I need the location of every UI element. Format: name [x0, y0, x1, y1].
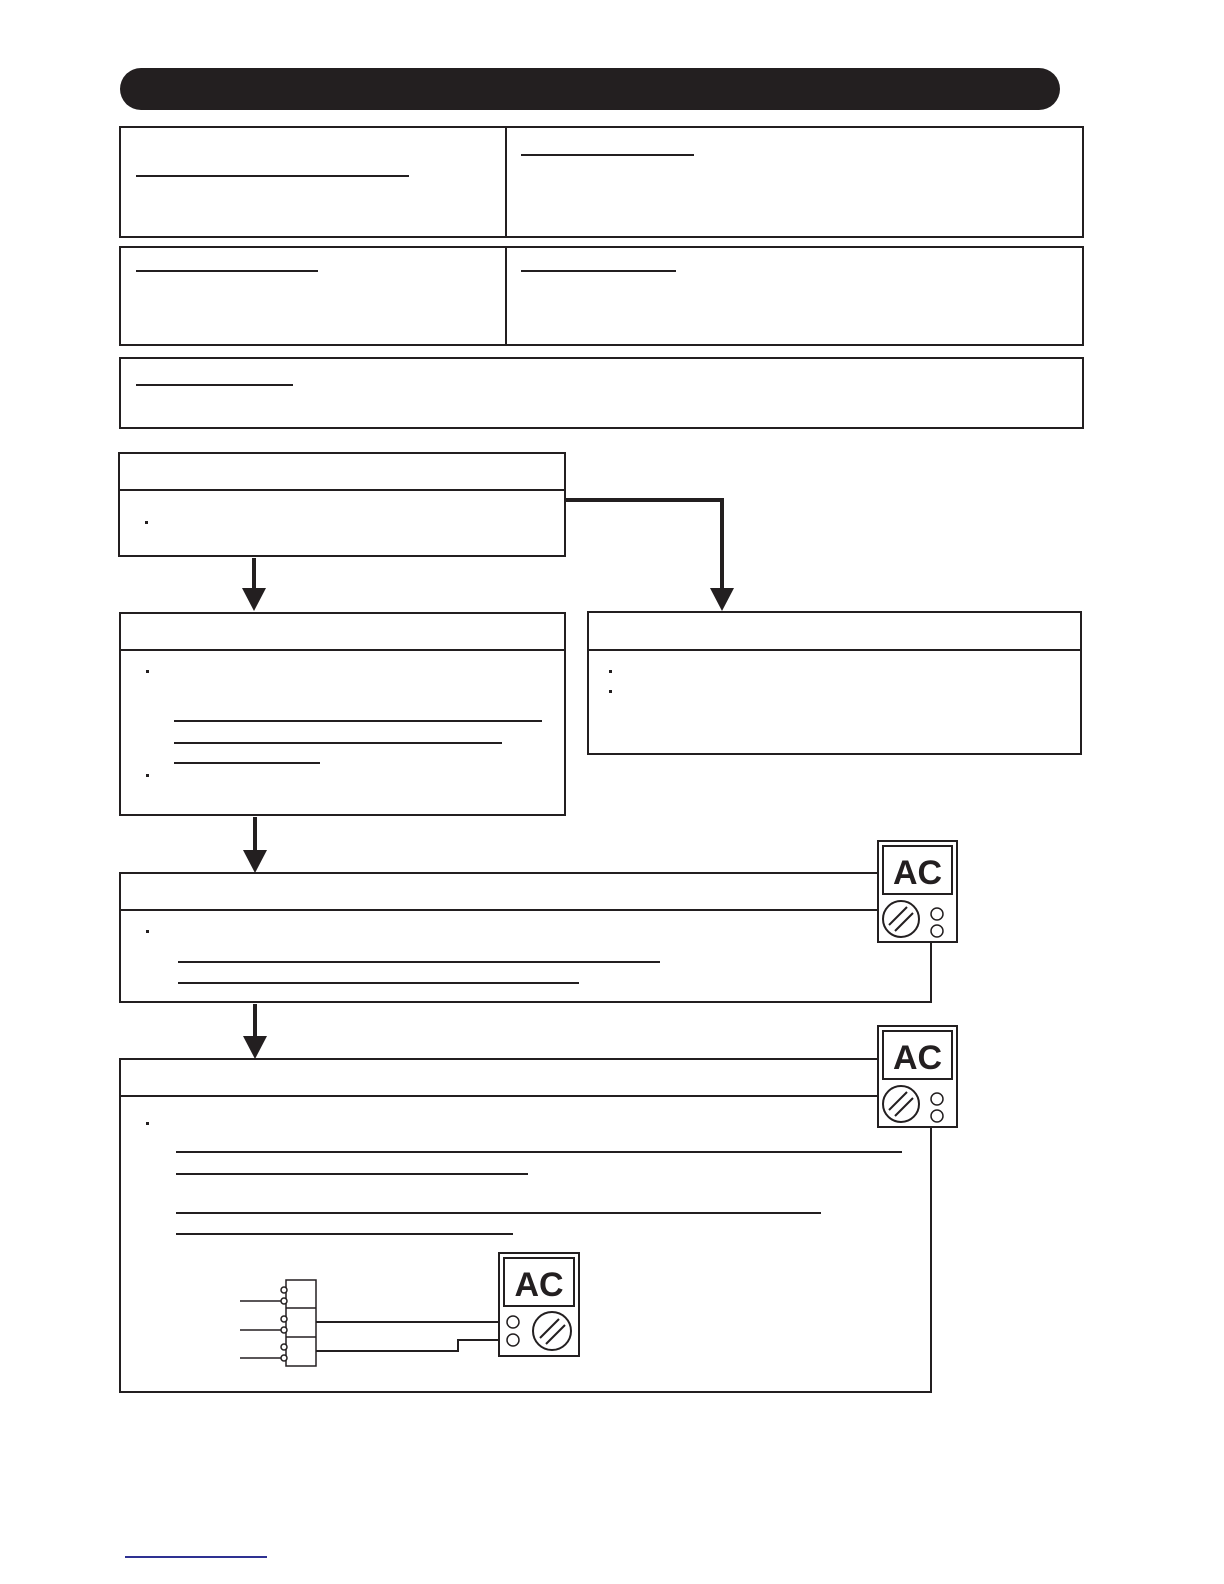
info-panel-bottom: [119, 357, 1084, 429]
flow-step-2-alt: [587, 611, 1082, 755]
flow-step-header: [121, 614, 564, 651]
step-underline: [174, 762, 320, 764]
flow-step-2: [119, 612, 566, 816]
flow-step-header: [589, 613, 1080, 651]
arrow-elbow-icon: [566, 500, 722, 590]
info-panel-divider: [505, 128, 507, 236]
info-underline: [136, 384, 293, 386]
flow-step-header: [121, 1060, 878, 1097]
info-panel-middle: [119, 246, 1084, 346]
flow-step-header: [120, 454, 564, 491]
ac-voltmeter-icon: [498, 1252, 580, 1357]
flow-step-1: [118, 452, 566, 557]
step-underline: [176, 1173, 528, 1175]
bullet: [146, 930, 149, 933]
footer-link-underline[interactable]: [125, 1556, 267, 1558]
step-underline: [174, 742, 502, 744]
bullet: [146, 1122, 149, 1125]
step-underline: [178, 961, 660, 963]
info-underline: [521, 154, 694, 156]
bullet: [146, 774, 149, 777]
step-underline: [176, 1212, 821, 1214]
ac-voltmeter-icon: [877, 840, 958, 943]
bullet: [145, 521, 148, 524]
meter-label: AC: [892, 854, 943, 892]
bullet: [146, 670, 149, 673]
arrow-head-icon: [710, 588, 734, 611]
bullet: [609, 690, 612, 693]
step-underline: [176, 1151, 902, 1153]
arrow-head-icon: [243, 850, 267, 873]
info-underline: [521, 270, 676, 272]
info-underline: [136, 270, 318, 272]
info-panel-divider: [505, 248, 507, 344]
step-underline: [174, 720, 542, 722]
meter-label: AC: [892, 1039, 943, 1077]
arrow-head-icon: [242, 588, 266, 611]
arrow-head-icon: [243, 1036, 267, 1059]
meter-label: AC: [514, 1266, 564, 1304]
ac-voltmeter-icon: [877, 1025, 958, 1128]
flow-step-3: [119, 872, 932, 1003]
flow-step-header: [121, 874, 878, 911]
step-underline: [176, 1233, 513, 1235]
info-underline: [136, 175, 409, 177]
step-underline: [178, 982, 579, 984]
info-panel-top: [119, 126, 1084, 238]
page-title-bar: [120, 68, 1060, 110]
bullet: [609, 670, 612, 673]
